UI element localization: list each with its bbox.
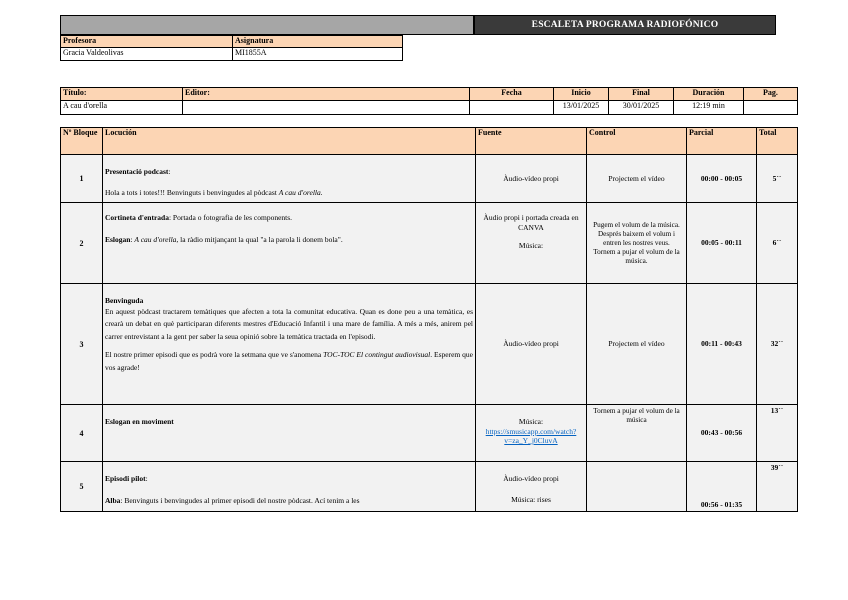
asignatura-label: Asignatura [233,36,403,48]
row-parcial: 00:05 - 00:11 [687,203,757,284]
schedule-table [60,127,798,512]
row-locucion: Cortineta d'entrada: Portada o fotografia de les components. Eslogan: A cau d'orella, la ràdio mitjançant la qual "a la parola li donem bola". [103,203,476,284]
pag-label: Pag. [744,88,798,101]
profesora-value: Gracia Valdeolivas [61,48,233,61]
row-control: Tornem a pujar el volum de la música [587,405,687,462]
col-control: Control [587,128,687,155]
col-parcial: Parcial [687,128,757,155]
row-total: 5´´ [757,155,798,203]
row-parcial: 00:11 - 00:43 [687,284,757,405]
final-value: 30/01/2025 [609,101,674,115]
row-number: 5 [61,462,103,512]
table-row [61,405,798,462]
row-locucion: Benvinguda En aquest pòdcast tractarem temàtiques que afecten a tota la comunitat educativa. Quan es done peu a una temàtica, es crearà un debat en què participaran diferents mestres d'Educació Infantil i una mare de família. A més a més, anirem pel carrer entrevistant a la gent per saber la seua opinió sobre la temàtica tractada en l'episodi. El nostre primer episodi que es podrà vore la setmana que ve s'anomena TOC-TOC El contingut audiovisual. Esperem que vos agrade! [103,284,476,405]
inicio-value: 13/01/2025 [554,101,609,115]
profesora-label: Profesora [61,36,233,48]
fecha-value [470,101,554,115]
row-total: 13´´ [757,405,798,462]
col-total: Total [757,128,798,155]
teacher-table [60,35,403,61]
row-locucion: Presentació podcast: Hola a tots i totes!!! Benvinguts i benvingudes al pòdcast A cau d'orella. [103,155,476,203]
info-table [60,87,798,115]
table-row [61,462,798,512]
header-grey-bar [60,15,474,35]
row-fuente: Àudio propi i portada creada en CANVA Música: [476,203,587,284]
row-number: 1 [61,155,103,203]
row-number: 4 [61,405,103,462]
col-fuente: Fuente [476,128,587,155]
pag-value [744,101,798,115]
row-total: 6´´ [757,203,798,284]
row-control: Pugem el volum de la música. Després baixem el volum i entren les nostres veus. Tornem a pujar el volum de la música. [587,203,687,284]
row-locucion: Eslogan en moviment [103,405,476,462]
col-locucion: Locución [103,128,476,155]
editor-value [183,101,470,115]
titulo-label: Título: [61,88,183,101]
row-control: Projectem el vídeo [587,284,687,405]
music-link[interactable]: https://smusicapp.com/watch?v=za_Y_j0CluvA [485,426,577,445]
row-fuente: Àudio-vídeo propi Música: rises [476,462,587,512]
asignatura-value: MI1855A [233,48,403,61]
duracion-label: Duración [674,88,744,101]
row-fuente: Música: https://smusicapp.com/watch?v=za_Y_j0CluvA [476,405,587,462]
row-total: 32´´ [757,284,798,405]
page-title: ESCALETA PROGRAMA RADIOFÓNICO [474,15,776,35]
table-row [61,284,798,405]
row-parcial: 00:56 - 01:35 [687,462,757,512]
inicio-label: Inicio [554,88,609,101]
duracion-value: 12:19 min [674,101,744,115]
row-fuente: Àudio-vídeo propi [476,155,587,203]
final-label: Final [609,88,674,101]
row-parcial: 00:43 - 00:56 [687,405,757,462]
row-control: Projectem el vídeo [587,155,687,203]
titulo-value: A cau d'orella [61,101,183,115]
row-locucion: Episodi pilot: Alba: Benvinguts i benvingudes al primer episodi del nostre pòdcast. Ací tenim a les [103,462,476,512]
row-number: 3 [61,284,103,405]
row-parcial: 00:00 - 00:05 [687,155,757,203]
row-number: 2 [61,203,103,284]
row-control [587,462,687,512]
col-bloque: Nº Bloque [61,128,103,155]
editor-label: Editor: [183,88,470,101]
table-row [61,203,798,284]
table-row [61,155,798,203]
row-fuente: Àudio-vídeo propi [476,284,587,405]
fecha-label: Fecha [470,88,554,101]
row-total: 39´´ [757,462,798,512]
